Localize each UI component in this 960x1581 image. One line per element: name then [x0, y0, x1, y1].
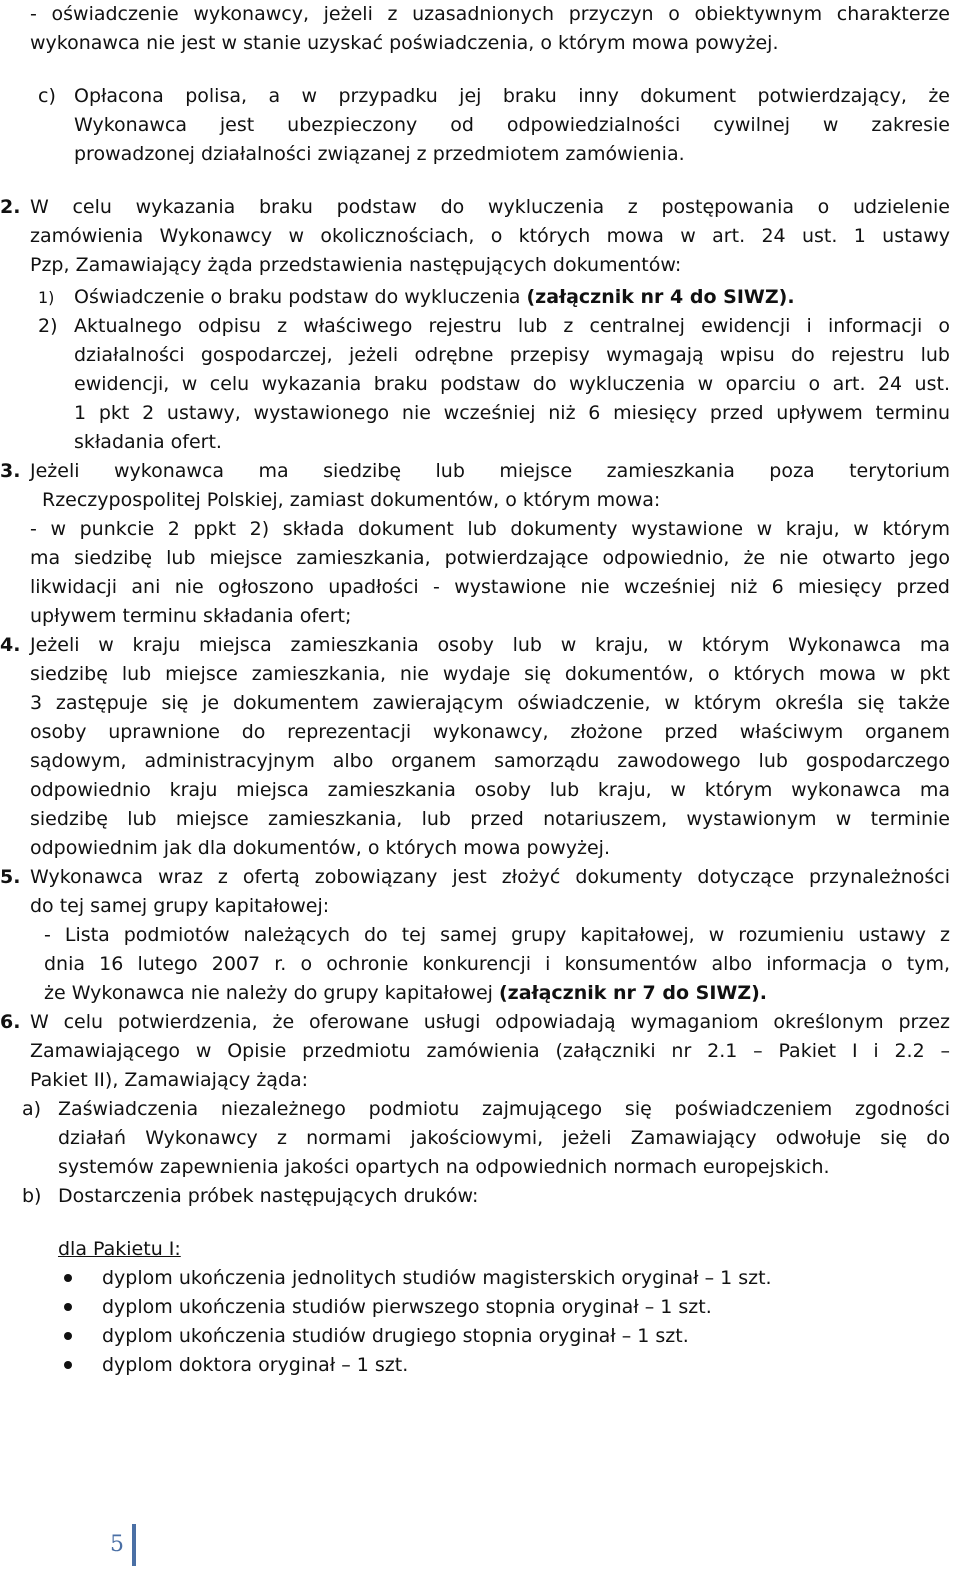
intro-line: wykonawca nie jest w stanie uzyskać poświadczenia, o którym mowa powyżej.	[30, 32, 779, 54]
section-6-sub-b-line: Dostarczenia próbek następujących druków:	[58, 1185, 479, 1207]
list-item: dyplom doktora oryginał – 1 szt.	[102, 1354, 409, 1376]
section-2-line: zamówienia Wykonawcy w okolicznościach, o których mowa w art. 24 ust. 1 ustawy	[30, 225, 950, 247]
section-6-line: Zamawiającego w Opisie przedmiotu zamówienia (załączniki nr 2.1 – Pakiet I i 2.2 –	[30, 1040, 950, 1062]
section-6-sub-a-line: Zaświadczenia niezależnego podmiotu zajmującego się poświadczeniem zgodności	[58, 1098, 950, 1120]
intro-line: - oświadczenie wykonawcy, jeżeli z uzasadnionych przyczyn o obiektywnym charakterze	[30, 3, 950, 25]
item-c-line: Wykonawca jest ubezpieczony od odpowiedzialności cywilnej w zakresie	[74, 114, 950, 136]
section-6-line: W celu potwierdzenia, że oferowane usługi odpowiadają wymaganiom określonym przez	[30, 1011, 950, 1033]
section-6-line: Pakiet II), Zamawiający żąda:	[30, 1069, 309, 1091]
section-4-line: siedzibę lub miejsce zamieszkania, nie wydaje się dokumentów, o których mowa w pkt	[30, 663, 950, 685]
section-3-line: Jeżeli wykonawca ma siedzibę lub miejsce zamieszkania poza terytorium	[30, 460, 950, 482]
section-5-line: Wykonawca wraz z ofertą zobowiązany jest złożyć dokumenty dotyczące przynależności	[30, 866, 950, 888]
section-3-line: upływem terminu składania ofert;	[30, 605, 352, 627]
section-2-sub2-line: ewidencji, w celu wykazania braku podstaw do wykluczenia w oparciu o art. 24 ust.	[74, 373, 950, 395]
attachment-reference: (załącznik nr 4 do SIWZ).	[526, 286, 795, 308]
section-6-sub-a-line: działań Wykonawcy z normami jakościowymi, jeżeli Zamawiający odwołuje się do	[58, 1127, 950, 1149]
section-5-line: do tej samej grupy kapitałowej:	[30, 895, 330, 917]
section-4-line: siedzibę lub miejsce zamieszkania, lub przed notariuszem, wystawionym w terminie	[30, 808, 950, 830]
section-5-line-5	[44, 979, 767, 1008]
item-c-line: Opłacona polisa, a w przypadku jej braku inny dokument potwierdzający, że	[74, 85, 950, 107]
section-2-line: W celu wykazania braku podstaw do wykluczenia z postępowania o udzielenie	[30, 196, 950, 218]
section-2-line: Pzp, Zamawiający żąda przedstawienia następujących dokumentów:	[30, 254, 682, 276]
package-heading: dla Pakietu I:	[58, 1238, 181, 1260]
section-2-sub1	[74, 283, 795, 312]
section-number: 4.	[0, 634, 21, 656]
bullet-icon	[64, 1361, 72, 1369]
item-marker: 1)	[38, 288, 55, 307]
section-number: 2.	[0, 196, 21, 218]
item-marker: c)	[38, 85, 56, 107]
section-4-line: Jeżeli w kraju miejsca zamieszkania osoby lub w kraju, w którym Wykonawca ma	[30, 634, 950, 656]
section-5-line-5-text: że Wykonawca nie należy do grupy kapitałowej	[44, 982, 499, 1004]
section-2-sub1-text: Oświadczenie o braku podstaw do wykluczenia	[74, 286, 527, 308]
page-number-divider	[132, 1524, 136, 1566]
section-number: 3.	[0, 460, 21, 482]
attachment-reference: (załącznik nr 7 do SIWZ).	[498, 982, 768, 1004]
section-4-line: osoby uprawnione do reprezentacji wykonawcy, złożone przed właściwym organem	[30, 721, 950, 743]
bullet-icon	[64, 1332, 72, 1340]
section-number: 6.	[0, 1011, 21, 1033]
section-3-line: likwidacji ani nie ogłoszono upadłości - wystawione nie wcześniej niż 6 miesięcy przed	[30, 576, 950, 598]
section-3-line: ma siedzibę lub miejsce zamieszkania, potwierdzające odpowiednio, że nie otwarto jego	[30, 547, 950, 569]
section-5-line: - Lista podmiotów należących do tej samej grupy kapitałowej, w rozumieniu ustawy z	[44, 924, 950, 946]
section-6-sub-a-line: systemów zapewnienia jakości opartych na odpowiednich normach europejskich.	[58, 1156, 830, 1178]
list-item: dyplom ukończenia studiów drugiego stopnia oryginał – 1 szt.	[102, 1325, 689, 1347]
item-marker: b)	[22, 1185, 42, 1207]
list-item: dyplom ukończenia jednolitych studiów magisterskich oryginał – 1 szt.	[102, 1267, 772, 1289]
item-marker: 2)	[38, 315, 58, 337]
page-number: 5	[110, 1532, 124, 1557]
section-4-line: odpowiednio kraju miejsca zamieszkania osoby lub kraju, w którym wykonawca ma	[30, 779, 950, 801]
section-3-line: Rzeczypospolitej Polskiej, zamiast dokumentów, o którym mowa:	[42, 489, 661, 511]
section-3-line: - w punkcie 2 ppkt 2) składa dokument lub dokumenty wystawione w kraju, w którym	[30, 518, 950, 540]
bullet-icon	[64, 1274, 72, 1282]
section-2-sub2-line: działalności gospodarczej, jeżeli odrębne przepisy wymagają wpisu do rejestru lub	[74, 344, 950, 366]
bullet-icon	[64, 1303, 72, 1311]
section-4-line: sądowym, administracyjnym albo organem samorządu zawodowego lub gospodarczego	[30, 750, 950, 772]
section-number: 5.	[0, 866, 21, 888]
section-2-sub2-line: Aktualnego odpisu z właściwego rejestru lub z centralnej ewidencji i informacji o	[74, 315, 950, 337]
list-item: dyplom ukończenia studiów pierwszego stopnia oryginał – 1 szt.	[102, 1296, 712, 1318]
section-4-line: odpowiednim jak dla dokumentów, o których mowa powyżej.	[30, 837, 611, 859]
section-2-sub2-line: 1 pkt 2 ustawy, wystawionego nie wcześniej niż 6 miesięcy przed upływem terminu	[74, 402, 950, 424]
item-marker: a)	[22, 1098, 42, 1120]
section-4-line: 3 zastępuje się je dokumentem zawierającym oświadczenie, w którym określa się także	[30, 692, 950, 714]
item-c-line: prowadzonej działalności związanej z przedmiotem zamówienia.	[74, 143, 685, 165]
section-2-sub2-line: składania ofert.	[74, 431, 222, 453]
section-5-line: dnia 16 lutego 2007 r. o ochronie konkurencji i konsumentów albo informacja o tym,	[44, 953, 950, 975]
